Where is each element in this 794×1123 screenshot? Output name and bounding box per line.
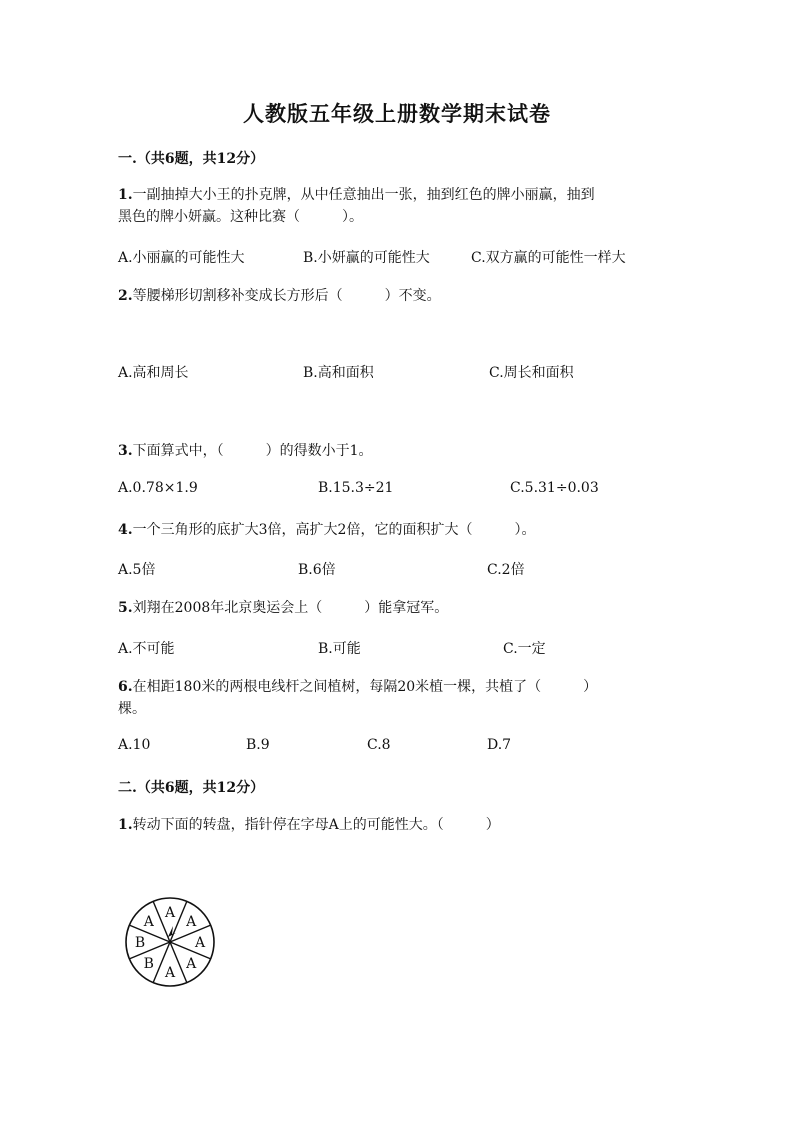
option-b: B.可能 <box>318 641 361 657</box>
question-number: 3. <box>118 443 133 459</box>
option-a: A.小丽赢的可能性大 <box>118 250 245 266</box>
wheel-sector-label: B <box>143 956 154 973</box>
option-b: B.9 <box>246 737 270 753</box>
question-number: 1. <box>118 187 133 203</box>
question-text-line1: 一个三角形的底扩大3倍，高扩大2倍，它的面积扩大（ ）。 <box>132 522 536 538</box>
option-c: C.周长和面积 <box>489 365 574 381</box>
option-c: C.一定 <box>503 641 546 657</box>
wheel-sector-label: A <box>164 965 176 981</box>
option-b: B.小妍赢的可能性大 <box>303 250 430 266</box>
question-4 <box>118 519 678 541</box>
option-b: B.6倍 <box>298 562 336 578</box>
option-c: C.双方赢的可能性一样大 <box>471 250 626 266</box>
question-5 <box>118 597 678 619</box>
option-a: A.10 <box>118 737 151 753</box>
wheel-sector-label: A <box>194 935 206 951</box>
section-header-1: 一.（共6题，共12分） <box>118 151 265 167</box>
option-a: A.5倍 <box>118 562 156 578</box>
question-1 <box>118 184 678 228</box>
wheel-sector-label: A <box>186 913 197 930</box>
question-text-line1: 转动下面的转盘，指针停在字母A上的可能性大。（ ） <box>132 817 500 833</box>
question-number: 4. <box>118 522 133 538</box>
wheel-sector-label: A <box>186 956 197 973</box>
question-text-line2: 黑色的牌小妍赢。这种比赛（ ）。 <box>118 209 363 225</box>
option-c: C.2倍 <box>487 562 525 578</box>
wheel-sector-label: A <box>164 905 176 921</box>
option-a: A.不可能 <box>118 641 175 657</box>
question-6 <box>118 676 678 720</box>
exam-title: 人教版五年级上册数学期末试卷 <box>243 101 551 126</box>
question-text-line1: 刘翔在2008年北京奥运会上（ ）能拿冠军。 <box>132 600 449 616</box>
question-2 <box>118 285 678 307</box>
spinner-wheel <box>124 896 216 988</box>
question-text-line1: 在相距180米的两根电线杆之间植树，每隔20米植一棵，共植了（ ） <box>132 679 598 695</box>
question-text-line1: 等腰梯形切割移补变成长方形后（ ）不变。 <box>132 288 441 304</box>
option-b: B.15.3÷21 <box>318 480 394 496</box>
option-d: D.7 <box>487 737 512 753</box>
question-text-line2: 棵。 <box>118 701 146 717</box>
question-number: 5. <box>118 600 133 616</box>
option-b: B.高和面积 <box>303 365 374 381</box>
question-text-line1: 一副抽掉大小王的扑克牌，从中任意抽出一张，抽到红色的牌小丽赢，抽到 <box>132 187 595 203</box>
question-text-line1: 下面算式中，（ ）的得数小于1。 <box>132 443 373 459</box>
option-a: A.高和周长 <box>118 365 189 381</box>
wheel-sector-label: B <box>134 935 146 951</box>
option-c: C.5.31÷0.03 <box>510 480 599 496</box>
option-a: A.0.78×1.9 <box>118 480 198 496</box>
option-c: C.8 <box>367 737 391 753</box>
part2-question-1 <box>118 814 678 836</box>
question-number: 2. <box>118 288 133 304</box>
section-header-2: 二.（共6题，共12分） <box>118 780 265 796</box>
question-number: 6. <box>118 679 133 695</box>
question-number: 1. <box>118 817 133 833</box>
wheel-sector-label: A <box>143 913 154 930</box>
question-3 <box>118 440 678 462</box>
